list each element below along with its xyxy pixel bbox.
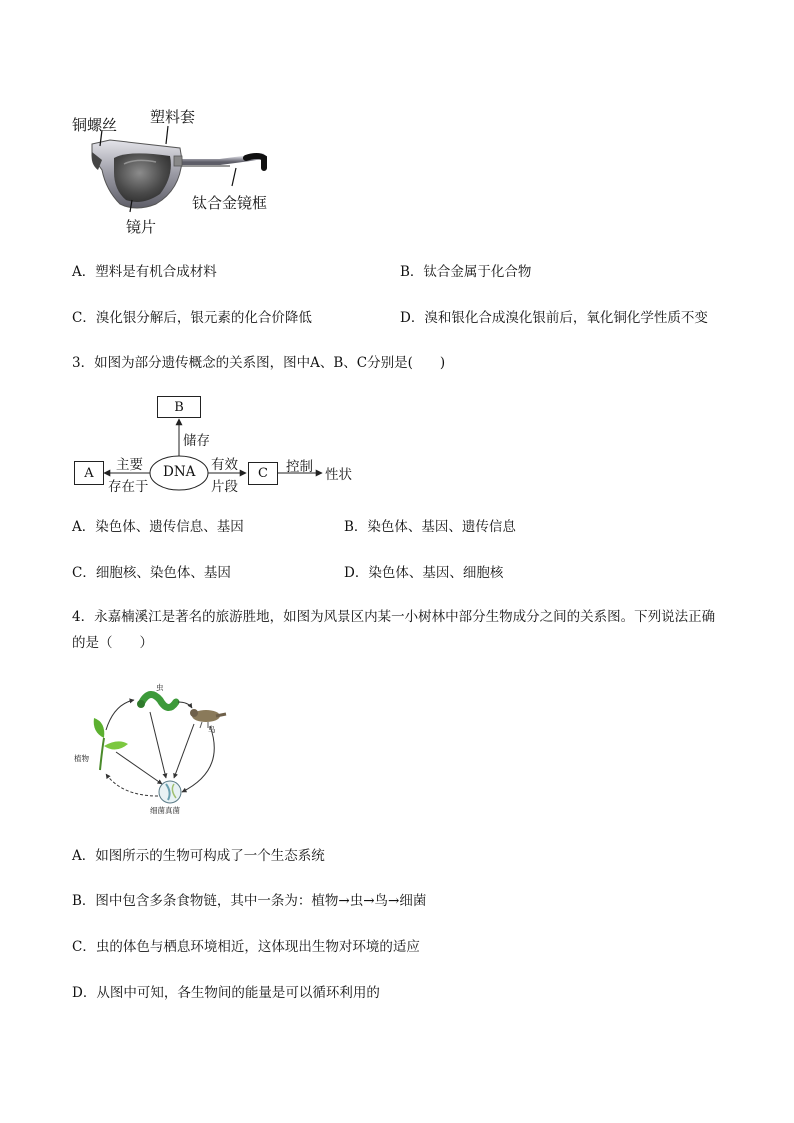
q3-concept-diagram <box>72 393 372 493</box>
label-main-bottom: 存在于 <box>108 479 149 495</box>
label-store: 储存 <box>183 433 210 449</box>
q4-diagram-art <box>70 680 230 820</box>
box-b: B <box>157 396 201 418</box>
q2-option-a[interactable]: A．塑料是有机合成材料 <box>72 264 217 280</box>
q4-option-c[interactable]: C．虫的体色与栖息环境相近，这体现出生物对环境的适应 <box>72 939 420 955</box>
q3-stem: 3．如图为部分遗传概念的关系图，图中A、B、C分别是( ) <box>72 355 446 371</box>
q4-option-d[interactable]: D．从图中可知，各生物间的能量是可以循环利用的 <box>72 985 380 1001</box>
label-plastic-sleeve: 塑料套 <box>150 108 196 126</box>
q2-option-d[interactable]: D．溴和银化合成溴化银前后，氧化铜化学性质不变 <box>400 310 708 326</box>
label-titanium-frame: 钛合金镜框 <box>192 194 268 212</box>
label-copper-screw: 铜螺丝 <box>72 116 118 134</box>
label-valid-top: 有效 <box>211 457 238 473</box>
label-plant: 植物 <box>74 754 89 763</box>
label-main-top: 主要 <box>116 457 143 473</box>
q2-option-c[interactable]: C．溴化银分解后，银元素的化合价降低 <box>72 310 312 326</box>
label-bird: 鸟 <box>208 725 216 734</box>
q3-option-b[interactable]: B．染色体、基因、遗传信息 <box>344 519 516 535</box>
label-insect: 虫 <box>156 683 164 692</box>
q2-option-b[interactable]: B．钛合金属于化合物 <box>400 264 532 280</box>
q3-option-c[interactable]: C．细胞核、染色体、基因 <box>72 565 231 581</box>
q4-option-b[interactable]: B．图中包含多条食物链，其中一条为：植物→虫→鸟→细菌 <box>72 893 427 909</box>
box-c: C <box>248 462 278 485</box>
label-decomposer: 细菌真菌 <box>150 806 180 815</box>
label-control: 控制 <box>286 459 313 475</box>
q4-ecosystem-diagram <box>70 680 230 820</box>
q3-option-d[interactable]: D．染色体、基因、细胞核 <box>344 565 504 581</box>
q4-option-a[interactable]: A．如图所示的生物可构成了一个生态系统 <box>72 848 325 864</box>
label-lens: 镜片 <box>126 218 157 236</box>
box-a: A <box>74 461 104 485</box>
label-trait: 性状 <box>325 467 352 483</box>
dna-label: DNA <box>163 464 196 480</box>
label-valid-bottom: 片段 <box>211 479 238 495</box>
q3-option-a[interactable]: A．染色体、遗传信息、基因 <box>72 519 244 535</box>
q4-stem: 4．永嘉楠溪江是著名的旅游胜地，如图为风景区内某一小树林中部分生物成分之间的关系图。下列说法正确的是（ ） <box>72 609 716 651</box>
glasses-figure <box>70 100 290 240</box>
